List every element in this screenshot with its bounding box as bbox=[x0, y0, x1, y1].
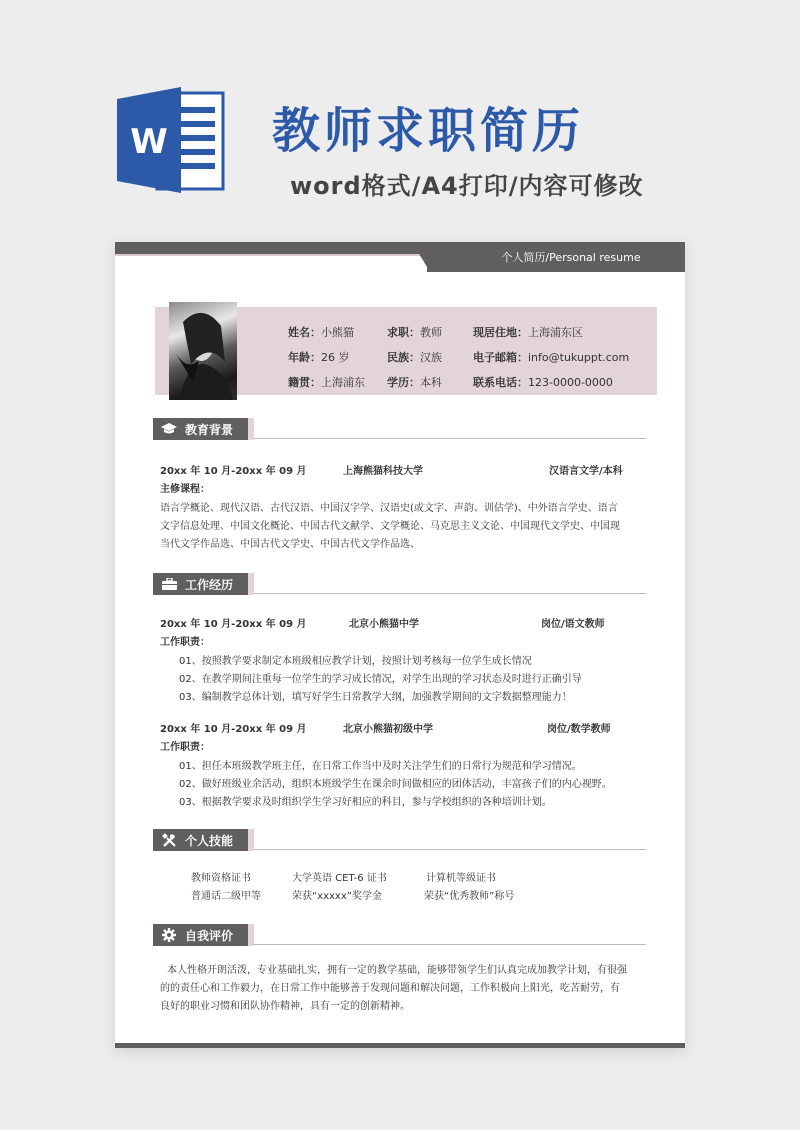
info-age: 年龄：26 岁 bbox=[288, 351, 350, 364]
section-rule bbox=[254, 438, 646, 439]
resume-tag: 个人简历/Personal resume bbox=[427, 242, 685, 272]
edu-period: 20xx 年 10 月-20xx 年 09 月 bbox=[160, 466, 307, 477]
self-eval-line: 的的责任心和工作毅力，在日常工作中能够善于发现问题和解决问题，工作积极向上阳光，吃苦耐劳，有 bbox=[160, 983, 620, 994]
section-accent bbox=[248, 829, 254, 851]
job-duty: 02、在教学期间注重每一位学生的学习成长情况，对学生出现的学习状态及时进行正确引导 bbox=[179, 674, 582, 685]
section-rule bbox=[254, 593, 646, 594]
edu-school: 上海熊猫科技大学 bbox=[343, 466, 423, 477]
job-duty: 01、按照教学要求制定本班级相应教学计划，按照计划考核每一位学生成长情况 bbox=[179, 656, 532, 667]
section-label: 自我评价 bbox=[153, 924, 248, 946]
section-rule bbox=[254, 849, 646, 850]
job-duty: 01、担任本班级教学班主任，在日常工作当中及时关注学生们的日常行为规范和学习情况。 bbox=[179, 761, 582, 772]
job-company: 北京小熊猫中学 bbox=[349, 619, 419, 630]
edu-courses-label: 主修课程： bbox=[160, 484, 210, 495]
info-ethnic: 民族：汉族 bbox=[387, 351, 442, 364]
banner bbox=[0, 0, 800, 230]
section-accent bbox=[248, 418, 254, 440]
graduation-cap-icon bbox=[161, 422, 177, 436]
word-document-icon bbox=[117, 85, 227, 195]
section-accent bbox=[248, 573, 254, 595]
skill-item: 普通话二级甲等 bbox=[191, 891, 261, 902]
info-job: 求职：教师 bbox=[387, 326, 442, 339]
job-position: 岗位/数学教师 bbox=[547, 724, 611, 735]
edu-major: 汉语言文学/本科 bbox=[549, 466, 623, 477]
job-period: 20xx 年 10 月-20xx 年 09 月 bbox=[160, 724, 307, 735]
info-phone: 联系电话：123-0000-0000 bbox=[473, 376, 613, 389]
edu-courses-line: 文字信息处理、中国文化概论、中国古代文献学、文学概论、马克思主义文论、中国现代文学史、中国现 bbox=[160, 521, 620, 532]
section-label: 工作经历 bbox=[153, 573, 248, 595]
job-duty: 03、编制教学总体计划，填写好学生日常教学大纲，加强教学期间的文字数据整理能力！ bbox=[179, 692, 572, 703]
job-duty-label: 工作职责： bbox=[160, 637, 210, 648]
edu-courses-line: 当代文学作品选、中国古代文学史、中国古代文学作品选、 bbox=[160, 539, 420, 550]
svg-text:W: W bbox=[130, 122, 168, 162]
job-duty-label: 工作职责： bbox=[160, 742, 210, 753]
section-rule bbox=[254, 944, 646, 945]
briefcase-icon bbox=[161, 577, 177, 591]
skill-item: 荣获“优秀教师”称号 bbox=[424, 891, 515, 902]
info-address: 现居住地：上海浦东区 bbox=[473, 326, 583, 339]
bottom-rule bbox=[115, 1043, 685, 1048]
job-duty: 02、做好班级业余活动，组织本班级学生在课余时间做相应的团体活动，丰富孩子们的内心视野。 bbox=[179, 779, 612, 790]
info-origin: 籍贯：上海浦东 bbox=[288, 376, 365, 389]
resume-page bbox=[115, 242, 685, 1048]
skill-item: 大学英语 CET-6 证书 bbox=[292, 873, 387, 884]
self-eval-line: 良好的职业习惯和团队协作精神，具有一定的创新精神。 bbox=[160, 1001, 410, 1012]
page-title: 教师求职简历 bbox=[272, 103, 585, 159]
info-education: 学历：本科 bbox=[387, 376, 442, 389]
section-label: 教育背景 bbox=[153, 418, 248, 440]
info-email: 电子邮箱：info@tukuppt.com bbox=[473, 351, 630, 364]
edu-courses-line: 语言学概论、现代汉语、古代汉语、中国汉字学、汉语史(或文字、声韵、训估学)、中外语言学史、语言 bbox=[160, 503, 618, 514]
job-duty: 03、根据教学要求及时组织学生学习好相应的科目，参与学校组织的各种培训计划。 bbox=[179, 797, 552, 808]
section-label: 个人技能 bbox=[153, 829, 248, 851]
self-eval-line: 本人性格开朗活泼，专业基础扎实，拥有一定的教学基础，能够带领学生们认真完成加教学计划，有很强 bbox=[167, 965, 627, 976]
skill-item: 计算机等级证书 bbox=[426, 873, 496, 884]
profile-photo bbox=[169, 302, 237, 400]
job-company: 北京小熊猫初级中学 bbox=[343, 724, 433, 735]
job-period: 20xx 年 10 月-20xx 年 09 月 bbox=[160, 619, 307, 630]
info-name: 姓名：小熊猫 bbox=[288, 326, 354, 339]
skill-item: 荣获“xxxxx”奖学金 bbox=[292, 891, 382, 902]
tools-icon bbox=[161, 833, 177, 847]
gear-icon bbox=[161, 928, 177, 942]
section-accent bbox=[248, 924, 254, 946]
page-subtitle: word格式/A4打印/内容可修改 bbox=[290, 172, 644, 200]
job-position: 岗位/语文教师 bbox=[541, 619, 605, 630]
pink-stripe bbox=[115, 254, 437, 256]
skill-item: 教师资格证书 bbox=[191, 873, 251, 884]
